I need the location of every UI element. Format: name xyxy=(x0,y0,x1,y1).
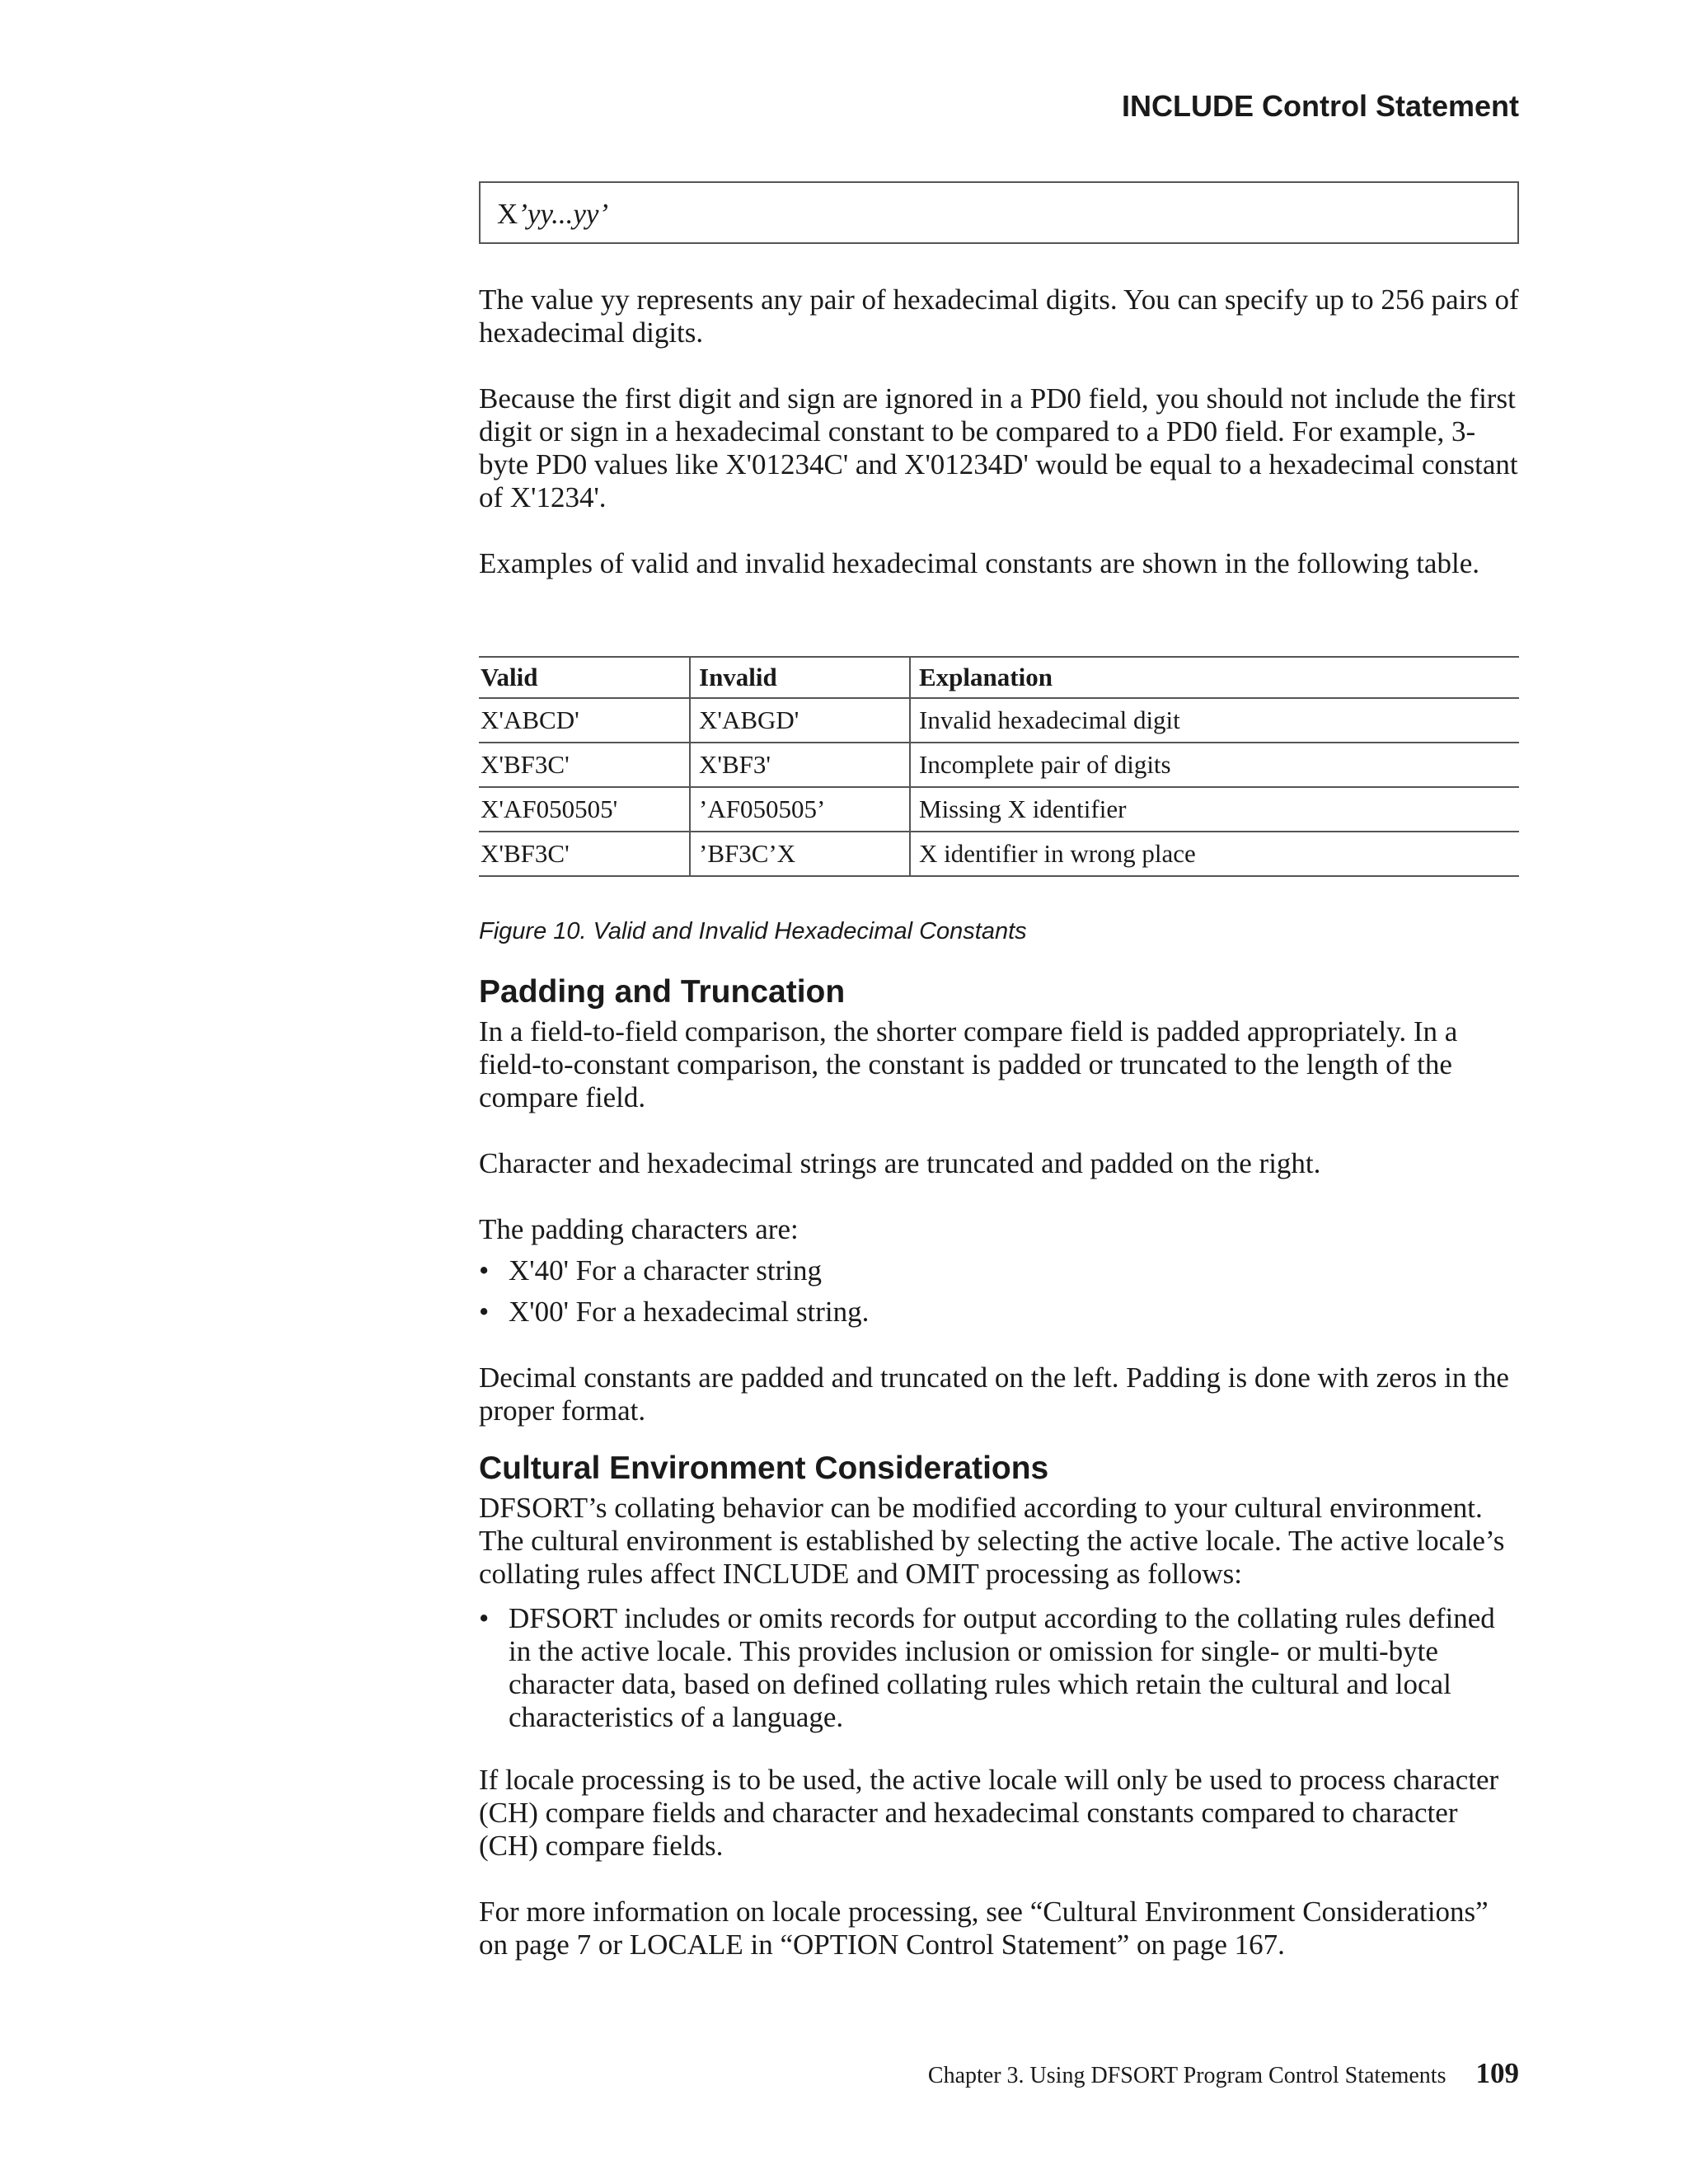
heading-cultural: Cultural Environment Considerations xyxy=(479,1451,1049,1486)
page-footer xyxy=(928,2057,1519,2090)
paragraph-cultural-3: For more information on locale processing, see “Cultural Environment Considerations” on page 7 or LOCALE in “OPTION Control Statement” on page 167. xyxy=(479,1896,1489,1961)
table-header-row xyxy=(479,657,1519,698)
heading-padding: Padding and Truncation xyxy=(479,974,846,1010)
figure-caption: Figure 10. Valid and Invalid Hexadecimal Constants xyxy=(479,918,1027,944)
paragraph-pd0: Because the first digit and sign are ignored in a PD0 field, you should not include the first digit or sign in a hexadecimal constant to be compared to a PD0 field. For example, 3-byte PD0 values like X'01234C' and X'01234D' would be equal to a hexadecimal constant of X'1234'. xyxy=(479,382,1518,513)
paragraph-cultural-2: If locale processing is to be used, the active locale will only be used to process character (CH) compare fields and character and hexadecimal constants compared to character (CH) compare fields. xyxy=(479,1764,1499,1862)
cell-invalid: X'ABGD' xyxy=(690,698,910,743)
running-head: INCLUDE Control Statement xyxy=(1121,89,1519,123)
cell-explanation: Missing X identifier xyxy=(910,787,1519,832)
cell-invalid: ’BF3C’X xyxy=(690,832,910,876)
table-row xyxy=(479,832,1519,876)
cell-valid: X'BF3C' xyxy=(479,832,690,876)
paragraph-cultural-1: DFSORT’s collating behavior can be modified according to your cultural environment. The cultural environment is established by selecting the active locale. The active locale’s collating rules affect INCLUDE and OMIT processing as follows: xyxy=(479,1492,1505,1590)
cell-explanation: X identifier in wrong place xyxy=(910,832,1519,876)
cell-explanation: Invalid hexadecimal digit xyxy=(910,698,1519,743)
syntax-x: X xyxy=(497,198,518,230)
paragraph-padding-4: Decimal constants are padded and truncated on the left. Padding is done with zeros in the proper format. xyxy=(479,1361,1509,1427)
table-row xyxy=(479,743,1519,787)
list-item xyxy=(479,1602,1519,1734)
cell-invalid: X'BF3' xyxy=(690,743,910,787)
paragraph-value-yy: The value yy represents any pair of hexadecimal digits. You can specify up to 256 pairs of hexadecimal digits. xyxy=(479,284,1519,349)
header-invalid: Invalid xyxy=(690,657,910,698)
cell-valid: X'ABCD' xyxy=(479,698,690,743)
table-row xyxy=(479,787,1519,832)
paragraph-examples: Examples of valid and invalid hexadecimal constants are shown in the following table. xyxy=(479,547,1479,579)
table-row xyxy=(479,698,1519,743)
cultural-bullet-list xyxy=(479,1602,1519,1734)
hex-constants-table xyxy=(479,656,1519,877)
bullet-icon: • xyxy=(479,1254,490,1286)
cell-valid: X'AF050505' xyxy=(479,787,690,832)
bullet-icon: • xyxy=(479,1296,490,1328)
paragraph-padding-1: In a field-to-field comparison, the shorter compare field is padded appropriately. In a field-to-constant comparison, the constant is padded or truncated to the length of the compare field. xyxy=(479,1015,1458,1113)
paragraph-padding-3: The padding characters are: xyxy=(479,1213,799,1245)
chapter-title: Chapter 3. Using DFSORT Program Control Statements xyxy=(927,2063,1447,2088)
list-item-text: X'00' For a hexadecimal string. xyxy=(509,1296,870,1328)
header-explanation: Explanation xyxy=(910,657,1519,698)
paragraph-padding-2: Character and hexadecimal strings are truncated and padded on the right. xyxy=(479,1147,1321,1179)
syntax-format xyxy=(497,198,608,231)
page-number: 109 xyxy=(1475,2057,1519,2089)
list-item-text: X'40' For a character string xyxy=(509,1254,822,1286)
list-item xyxy=(479,1296,1519,1329)
cell-valid: X'BF3C' xyxy=(479,743,690,787)
padding-bullet-list xyxy=(479,1254,1519,1329)
syntax-body: ’yy...yy’ xyxy=(518,198,609,230)
header-valid: Valid xyxy=(479,657,690,698)
bullet-icon: • xyxy=(479,1602,490,1634)
syntax-box xyxy=(479,181,1519,244)
cell-invalid: ’AF050505’ xyxy=(690,787,910,832)
cell-explanation: Incomplete pair of digits xyxy=(910,743,1519,787)
list-item xyxy=(479,1254,1519,1287)
list-item-text: DFSORT includes or omits records for output according to the collating rules defined in the active locale. This provides inclusion or omission for single- or multi-byte character data, based on defined collating rules which retain the cultural and local characteristics of a language. xyxy=(509,1602,1495,1733)
